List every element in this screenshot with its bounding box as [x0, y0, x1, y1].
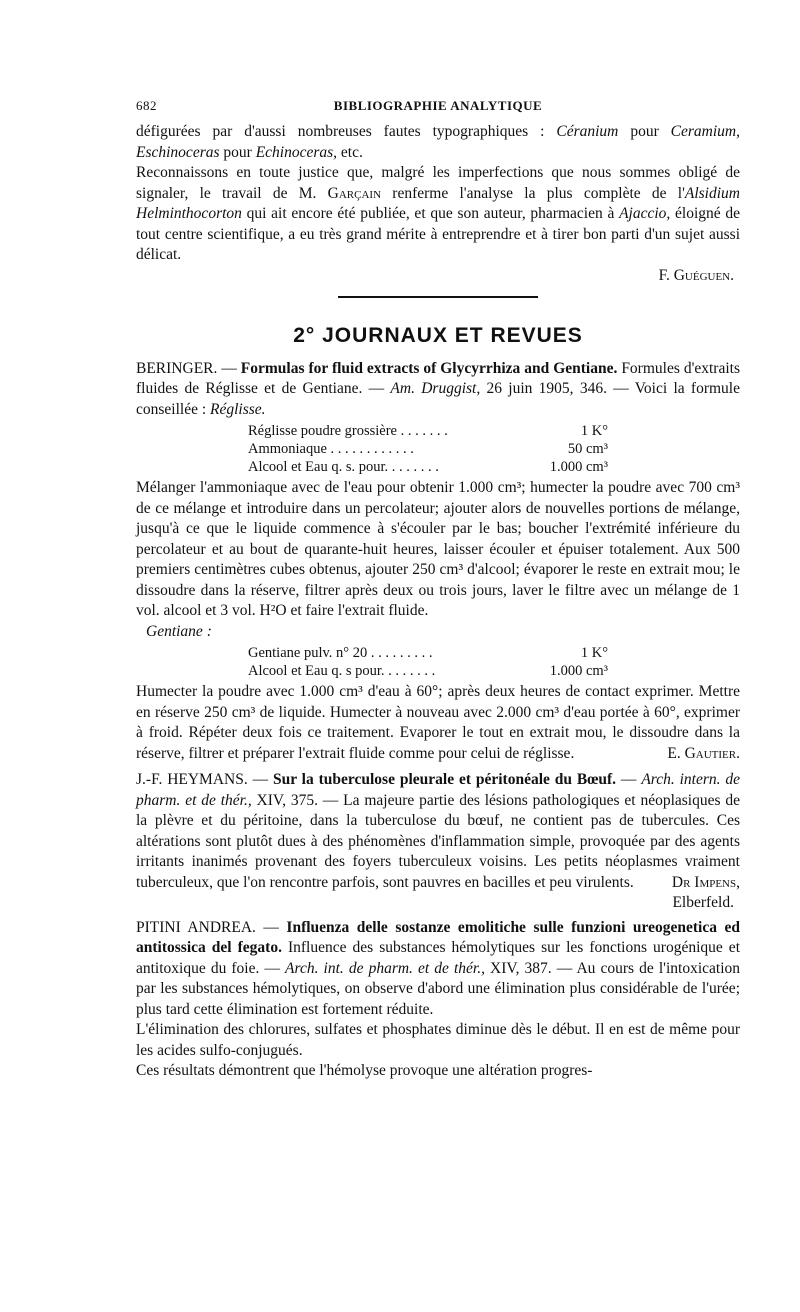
- recipe-row: Gentiane pulv. n° 20 . . . . . . . . . 1 K°: [248, 645, 608, 661]
- beringer-heading: BERINGER. — Formulas for fluid extracts of Glycyrrhiza and Gentiane. Formules d'extraits fluides de Réglisse et de Gentiane. — Am. Druggist, 26 juin 1905, 346. — Voici la formule conseillée : Réglisse.: [136, 359, 740, 418]
- pitini-paragraph-3: Ces résultats démontrent que l'hémolyse provoque une altération progres-: [136, 1062, 593, 1079]
- intro-paragraph-1: défigurées par d'aussi nombreuses fautes typographiques : Céranium pour Ceramium, Eschinoceras pour Echinoceras, etc.: [136, 123, 740, 161]
- pitini-paragraph-2: L'élimination des chlorures, sulfates et phosphates diminue dès le début. Il en est de même pour les acides sulfo-conjugués.: [136, 1021, 740, 1059]
- running-title: BIBLIOGRAPHIE ANALYTIQUE: [333, 98, 543, 113]
- running-header: [136, 96, 740, 118]
- section-title: 2° JOURNAUX ET REVUES: [293, 324, 583, 347]
- gentiane-label: Gentiane :: [146, 622, 212, 640]
- recipe-row: Alcool et Eau q. s. pour. . . . . . . . 1.000 cm³: [248, 459, 608, 475]
- heymans-signature: Dr Impens,: [671, 873, 740, 891]
- heymans-paragraph: J.-F. HEYMANS. — Sur la tuberculose pleurale et péritonéale du Bœuf. — Arch. intern. de pharm. et de thér., XIV, 375. — La majeure partie des lésions pathologiques et néoplasiques de la plèvre et du péritoine, dans la tuberculose du bœuf, ne contient pas de tubercules. Ces altérations sont plutôt dues à des phénomènes d'inflammation simple, provoquée par des agents irritants inanimés provenant des foyers tuberculeux voisins. Les petits néoplasmes vraiment tuberculeux, que l'on rencontre parfois, sont pauvres en bacilles et peu virulents. Dr Impens,: [136, 770, 740, 893]
- recipe-row: Alcool et Eau q. s pour. . . . . . . . 1.000 cm³: [248, 663, 608, 679]
- intro-signature: F. Guéguen.: [658, 266, 734, 284]
- article-pitini: [136, 918, 740, 1082]
- recipe-row: Ammoniaque . . . . . . . . . . . . 50 cm³: [248, 441, 608, 457]
- beringer-signature: E. Gautier.: [667, 744, 740, 762]
- recipe-row: Réglisse poudre grossière . . . . . . . 1 K°: [248, 423, 608, 439]
- beringer-paragraph-2: Humecter la poudre avec 1.000 cm³ d'eau à 60°; après deux heures de contact exprimer. Mettre en réserve 250 cm³ de liquide. Humecter à nouveau avec 2.000 cm³ d'eau portée à 60°, exprimer à froid. Répéter deux fois ce traitement. Evaporer le tout en extrait mou, le dissoudre dans la réserve, filtrer et préparer l'extrait fluide comme pour celui de réglisse. E. Gautier.: [136, 682, 740, 764]
- page-number: 682: [136, 98, 157, 113]
- recipe-reglisse: [248, 422, 608, 476]
- heymans-signature-place: Elberfeld.: [672, 894, 734, 911]
- article-beringer: [136, 359, 740, 765]
- recipe-gentiane: [248, 644, 608, 680]
- beringer-paragraph-1: Mélanger l'ammoniaque avec de l'eau pour obtenir 1.000 cm³; humecter la poudre avec 700 cm³ de ce mélange et introduire dans un percolateur; ajouter alors de nouvelles portions de mélange, jusqu'à ce que le liquide commence à s'écouler par le bas; boucher l'extrémité inférieure du percolateur et au bout de quarante-huit heures, laisser écouler et épuiser totalement. Aux 500 premiers centimètres cubes obtenus, ajouter 250 cm³ d'alcool; évaporer le reste en extrait mou; le dissoudre dans la réserve, filtrer après deux ou trois jours, laver le filtre avec un mélange de 1 vol. alcool et 3 vol. H²O et faire l'extrait fluide.: [136, 479, 740, 619]
- article-heymans: [136, 770, 740, 914]
- intro-paragraph-2: Reconnaissons en toute justice que, malgré les imperfections que nous sommes obligé de signaler, le travail de M. Garçain renferme l'analyse la plus complète de l'Alsidium Helminthocorton qui ait encore été publiée, et que son auteur, pharmacien à Ajaccio, éloigné de tout centre scientifique, a eu très grand mérite à entreprendre et à tirer bon parti d'un sujet aussi délicat.: [136, 164, 740, 263]
- section-divider: [338, 296, 538, 298]
- pitini-heading: PITINI ANDREA. — Influenza delle sostanze emolitiche sulle funzioni ureogenetica ed antitossica del fegato. Influence des substances hémolytiques sur les fonctions urogénique et antitoxique du foie. — Arch. int. de pharm. et de thér., XIV, 387. — Au cours de l'intoxication par les substances hémolytiques, on observe d'abord une élimination plus considérable de l'urée; plus tard cette élimination est fortement réduite.: [136, 918, 740, 1018]
